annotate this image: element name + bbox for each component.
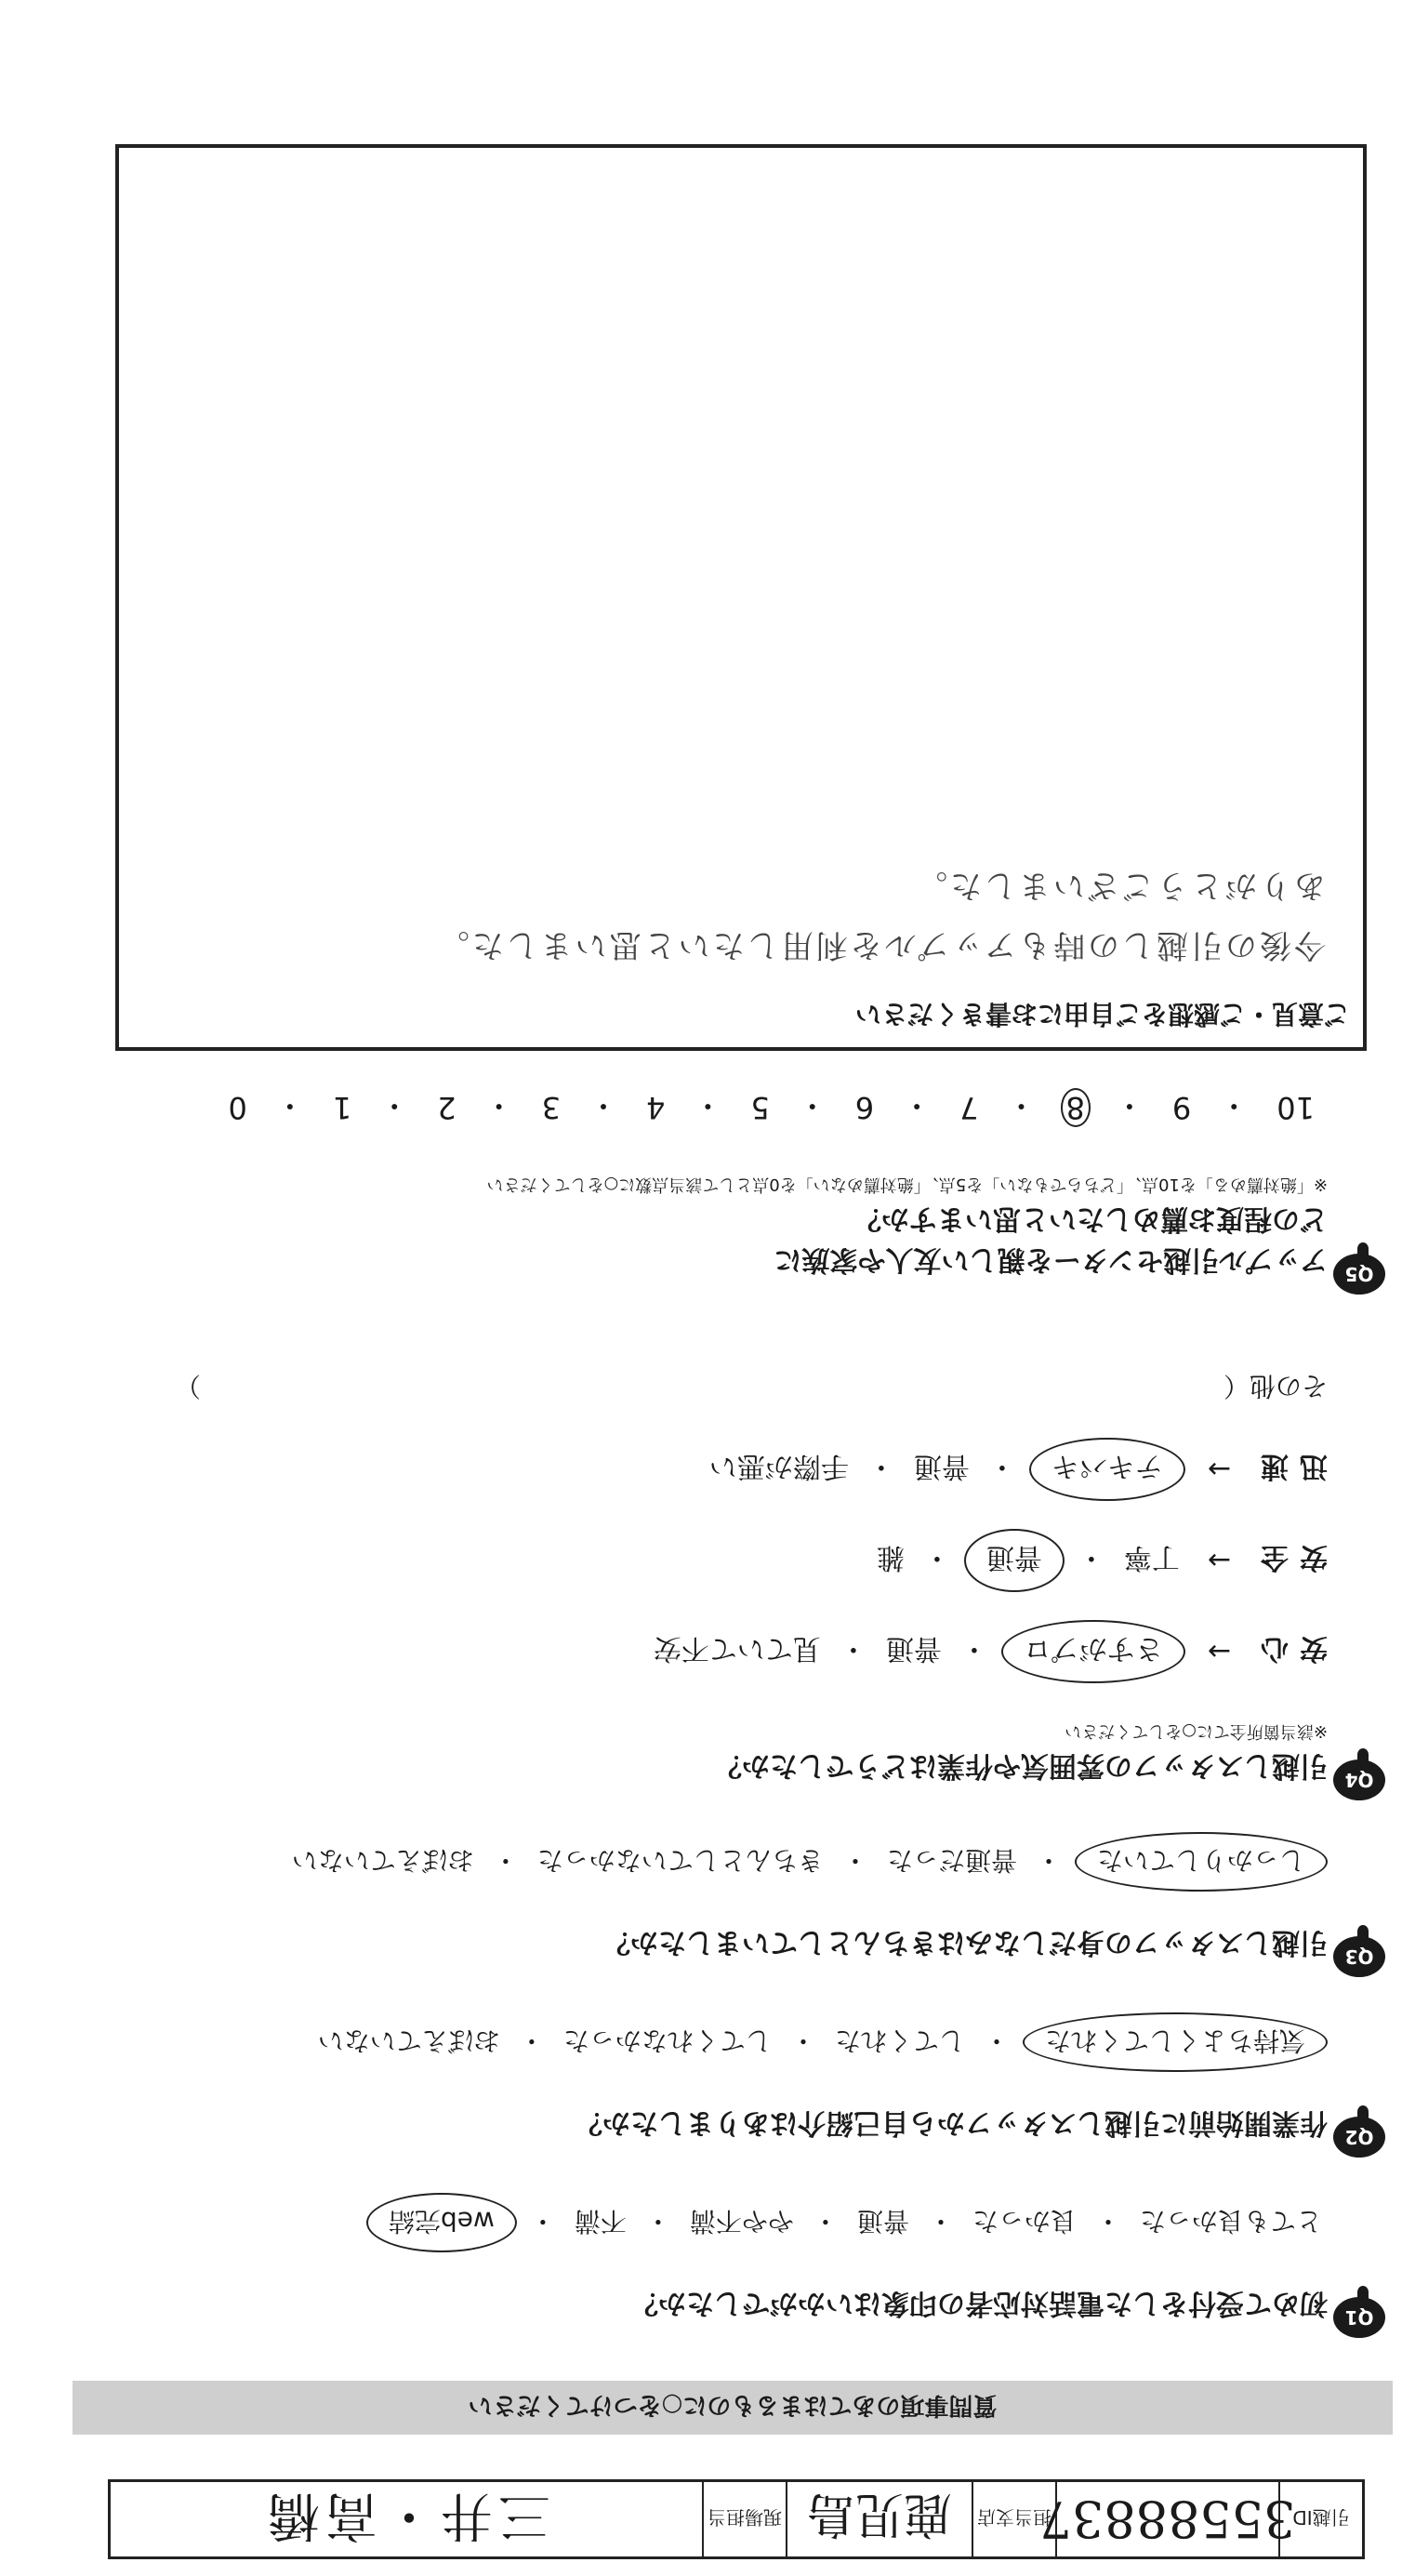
q3-option-3[interactable]: きちんとしていなかった bbox=[536, 1845, 824, 1876]
q4-anzen-option-1[interactable]: 丁寧 bbox=[1123, 1541, 1180, 1573]
comment-box[interactable] bbox=[115, 144, 1367, 1051]
separator: ・ bbox=[839, 1632, 867, 1665]
q5-scale bbox=[225, 1086, 1318, 1129]
q5-score-0[interactable]: 0 bbox=[228, 1090, 247, 1125]
q2-text: 作業開始前に引越しスタッフから自己紹介はありましたか？ bbox=[575, 2106, 1328, 2139]
q5-score-6[interactable]: 6 bbox=[854, 1090, 875, 1125]
q2-option-3[interactable]: してくれなかった bbox=[562, 2025, 772, 2056]
staff-label: 現場担当 bbox=[702, 2482, 786, 2556]
q5-text-line1: アップル引越センターを親しい友人や家族に bbox=[774, 1243, 1328, 1276]
store-label: 担当支店 bbox=[972, 2482, 1055, 2556]
question-4 bbox=[714, 1720, 1374, 1791]
q5-score-3[interactable]: 3 bbox=[541, 1090, 562, 1125]
separator: ・ bbox=[841, 1845, 868, 1876]
q4-other-close: ） bbox=[174, 1371, 201, 1401]
q4-row-anshin bbox=[648, 1620, 1328, 1683]
q4-badge: Q4 bbox=[1333, 1759, 1385, 1800]
q4-row-head: 安全 bbox=[1250, 1541, 1328, 1573]
comment-line-1: 今後の引越しの時もアップルを利用したいと思いました。 bbox=[434, 926, 1326, 963]
q5-score-2[interactable]: 2 bbox=[437, 1090, 456, 1125]
q5-score-10[interactable]: 10 bbox=[1276, 1090, 1315, 1125]
arrow-icon: → bbox=[1207, 1544, 1231, 1577]
q2-option-2[interactable]: してくれた bbox=[834, 2025, 965, 2056]
separator: ・ bbox=[1077, 1541, 1105, 1573]
separator: ・ bbox=[483, 1088, 514, 1123]
q4-anshin-option-3[interactable]: 見ていて不安 bbox=[653, 1632, 821, 1665]
separator: ・ bbox=[927, 2206, 954, 2237]
q3-text: 引越しスタッフの身だしなみはきちんとしていましたか？ bbox=[602, 1926, 1328, 1959]
separator: ・ bbox=[902, 1088, 932, 1123]
q1-options bbox=[366, 2193, 1328, 2252]
separator: ・ bbox=[1094, 2206, 1121, 2237]
separator: ・ bbox=[644, 2206, 671, 2237]
q5-score-selected[interactable]: 8 bbox=[1061, 1088, 1091, 1127]
q5-score-7[interactable]: 7 bbox=[959, 1090, 979, 1125]
separator: ・ bbox=[866, 1450, 895, 1482]
q1-option-2[interactable]: 良かった bbox=[972, 2206, 1077, 2237]
q1-text: 初めて受付をした電話対応者の印象はいかがでしたか？ bbox=[630, 2287, 1328, 2319]
separator: ・ bbox=[589, 1088, 619, 1123]
q1-badge: Q1 bbox=[1333, 2297, 1385, 2338]
separator: ・ bbox=[1006, 1088, 1037, 1123]
arrow-icon: → bbox=[1207, 1635, 1231, 1668]
q4-anshin-selected[interactable]: さすがプロ bbox=[1001, 1620, 1185, 1683]
q3-option-2[interactable]: 普通だった bbox=[886, 1845, 1017, 1876]
header-info-table bbox=[108, 2479, 1365, 2559]
q2-options bbox=[312, 2012, 1328, 2072]
q4-other-label: その他（ bbox=[1223, 1371, 1328, 1401]
q2-badge: Q2 bbox=[1333, 2117, 1385, 2158]
q4-jinsoku-selected[interactable]: テキパキ bbox=[1029, 1438, 1185, 1501]
q4-jinsoku-option-2[interactable]: 普通 bbox=[913, 1450, 970, 1482]
q3-badge: Q3 bbox=[1333, 1936, 1385, 1977]
q5-score-5[interactable]: 5 bbox=[750, 1090, 770, 1125]
q1-option-4[interactable]: やや不満 bbox=[689, 2206, 794, 2237]
question-5 bbox=[486, 1174, 1374, 1285]
separator: ・ bbox=[1035, 1845, 1062, 1876]
q4-row-head: 安心 bbox=[1250, 1632, 1328, 1665]
q4-anzen-option-3[interactable]: 雑 bbox=[876, 1541, 905, 1573]
comment-line-2: ありがとうございました。 bbox=[913, 867, 1326, 904]
q5-score-9[interactable]: 9 bbox=[1171, 1090, 1192, 1125]
q2-option-selected[interactable]: 気持ちよくしてくれた bbox=[1023, 2012, 1328, 2072]
q3-option-selected[interactable]: しっかりしていた bbox=[1075, 1832, 1328, 1892]
q5-note: ※「絶対薦める」を10点、「どちらでもない」を5点、「絶対薦めない」を0点として該当点数に○をしてください bbox=[486, 1175, 1328, 1194]
separator: ・ bbox=[1219, 1088, 1250, 1123]
separator: ・ bbox=[518, 2025, 545, 2056]
separator: ・ bbox=[797, 1088, 827, 1123]
separator: ・ bbox=[274, 1088, 305, 1123]
q2-option-4[interactable]: おぼえていない bbox=[317, 2025, 500, 2056]
q5-badge: Q5 bbox=[1333, 1254, 1385, 1295]
separator: ・ bbox=[983, 2025, 1010, 2056]
question-2 bbox=[317, 2025, 1374, 2148]
comment-title: ご意見・ご感想をご自由にお書きください bbox=[854, 999, 1350, 1029]
arrow-icon: → bbox=[1207, 1453, 1231, 1486]
separator: ・ bbox=[1114, 1088, 1144, 1123]
separator: ・ bbox=[693, 1088, 723, 1123]
q4-other-row bbox=[175, 1369, 1328, 1406]
q5-score-1[interactable]: 1 bbox=[332, 1090, 352, 1125]
q4-note: ※該当箇所全てに○をしてください bbox=[1065, 1721, 1328, 1741]
separator: ・ bbox=[922, 1541, 951, 1573]
separator: ・ bbox=[959, 1632, 988, 1665]
separator: ・ bbox=[529, 2206, 556, 2237]
q1-option-1[interactable]: とても良かった bbox=[1139, 2206, 1322, 2237]
separator: ・ bbox=[492, 1845, 519, 1876]
q4-row-jinsoku bbox=[704, 1438, 1328, 1501]
q4-anshin-option-2[interactable]: 普通 bbox=[885, 1632, 942, 1665]
separator: ・ bbox=[987, 1450, 1016, 1482]
separator: ・ bbox=[812, 2206, 839, 2237]
q1-option-5[interactable]: 不満 bbox=[574, 2206, 627, 2237]
separator: ・ bbox=[379, 1088, 410, 1123]
q3-options bbox=[286, 1832, 1328, 1892]
q4-jinsoku-option-3[interactable]: 手際が悪い bbox=[708, 1450, 849, 1482]
section-title: 質問事項のあてはまるものに○をつけてください bbox=[73, 2381, 1393, 2435]
q4-row-head: 迅速 bbox=[1250, 1450, 1328, 1482]
q4-anzen-selected[interactable]: 普通 bbox=[964, 1529, 1065, 1592]
q5-score-4[interactable]: 4 bbox=[646, 1090, 666, 1125]
q3-option-4[interactable]: おぼえていない bbox=[291, 1845, 474, 1876]
store-value: 鹿児島 bbox=[786, 2482, 972, 2556]
question-1 bbox=[388, 2206, 1374, 2329]
id-label: 引越ID bbox=[1278, 2482, 1362, 2556]
q5-text-line2: どの程度お薦めしたいと思いますか？ bbox=[853, 1202, 1328, 1235]
question-3 bbox=[291, 1845, 1374, 1968]
q4-row-anzen bbox=[871, 1529, 1328, 1592]
comment-handwritten bbox=[435, 856, 1326, 975]
id-value: 35588837 bbox=[1055, 2482, 1278, 2556]
separator: ・ bbox=[789, 2025, 816, 2056]
q4-text: 引越しスタッフの雰囲気や作業はどうでしたか？ bbox=[714, 1749, 1328, 1782]
staff-value: 三井・高橋 bbox=[262, 2485, 550, 2545]
q1-option-selected[interactable]: web完結 bbox=[366, 2193, 517, 2252]
q1-option-3[interactable]: 普通 bbox=[856, 2206, 909, 2237]
